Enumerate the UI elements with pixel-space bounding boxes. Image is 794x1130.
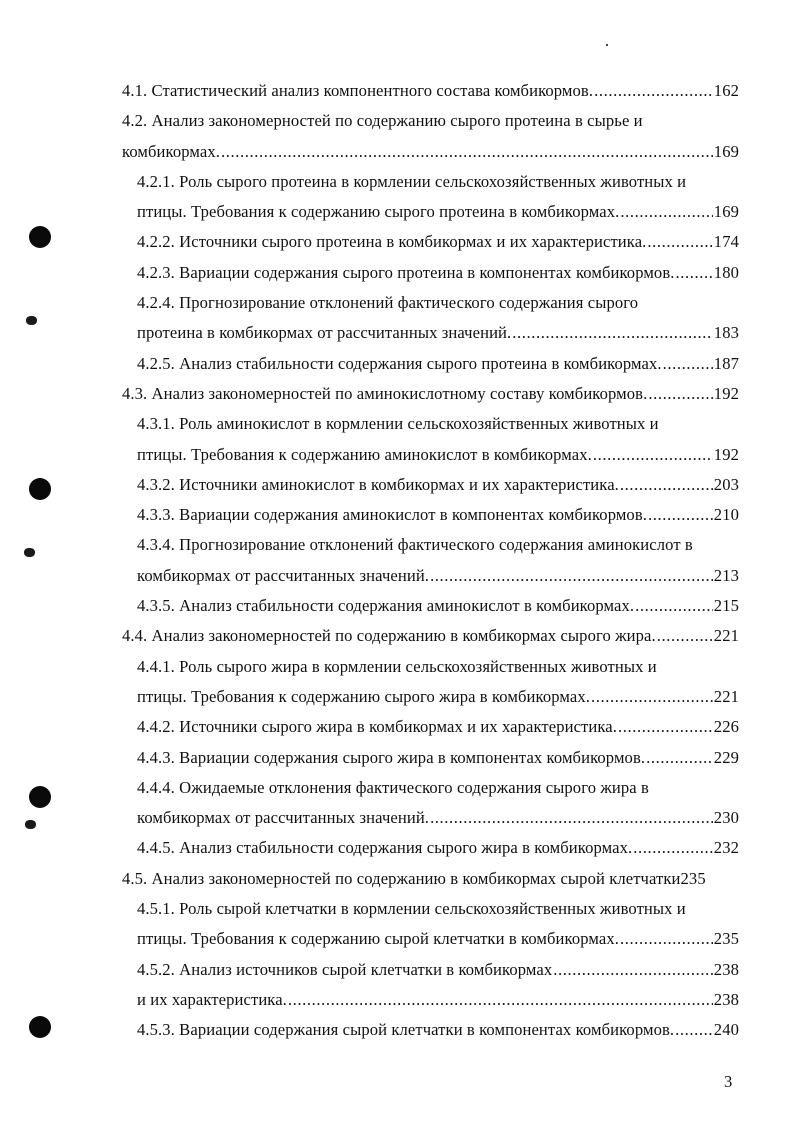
scan-mark — [606, 44, 608, 46]
toc-entry[interactable]: 4.2. Анализ закономерностей по содержанию сырого протеина в сырье и — [122, 111, 643, 131]
toc-subentry[interactable]: 4.4.2. Источники сырого жира в комбикормах и их характеристика. ..... 226 — [122, 712, 739, 742]
toc-subentry[interactable]: 4.5.3. Вариации содержания сырой клетчатки в компонентах комбикормов. ..... 240 — [122, 1015, 739, 1045]
toc-entry[interactable]: 4.3. Анализ закономерностей по аминокислотному составу комбикормов. ..... 192 — [122, 379, 739, 409]
toc-entry[interactable]: 4.5. Анализ закономерностей по содержанию в комбикормах сырой клетчатки 235 — [122, 868, 706, 888]
toc-subentry[interactable]: 4.3.3. Вариации содержания аминокислот в компонентах комбикормов. ..... 210 — [122, 500, 739, 530]
toc-subentry[interactable]: 4.2.3. Вариации содержания сырого протеина в компонентах комбикормов. ..... 180 — [122, 258, 739, 288]
toc-subentry[interactable]: 4.5.1. Роль сырой клетчатки в кормлении сельскохозяйственных животных и — [137, 899, 686, 919]
toc-subentry[interactable]: 4.2.4. Прогнозирование отклонений фактического содержания сырого — [137, 293, 639, 313]
binder-hole — [29, 786, 51, 808]
toc-subentry[interactable]: 4.3.4. Прогнозирование отклонений фактического содержания аминокислот в — [137, 535, 693, 555]
binder-hole — [29, 226, 51, 248]
toc-entry[interactable]: 4.4. Анализ закономерностей по содержанию в комбикормах сырого жира. ..... 221 — [122, 621, 739, 651]
toc-subentry[interactable]: 4.4.4. Ожидаемые отклонения фактического содержания сырого жира в — [137, 777, 649, 797]
toc-entry-continuation[interactable]: комбикормах. ..... 169 — [122, 137, 739, 167]
toc-subentry[interactable]: 4.4.1. Роль сырого жира в кормлении сельскохозяйственных животных и — [137, 656, 657, 676]
table-of-contents — [122, 76, 739, 1046]
toc-subentry[interactable]: 4.3.2. Источники аминокислот в комбикормах и их характеристика. ..... 203 — [122, 470, 739, 500]
scan-speck — [25, 820, 36, 829]
toc-subentry[interactable]: 4.3.5. Анализ стабильности содержания аминокислот в комбикормах. ..... 215 — [122, 591, 739, 621]
toc-subentry-continuation[interactable]: комбикормах от рассчитанных значений. ..... 213 — [122, 561, 739, 591]
toc-subentry-continuation[interactable]: птицы. Требования к содержанию сырого протеина в комбикормах. ..... 169 — [122, 197, 739, 227]
page-number: 3 — [724, 1072, 733, 1091]
toc-subentry-continuation[interactable]: птицы. Требования к содержанию аминокислот в комбикормах. ..... 192 — [122, 440, 739, 470]
toc-subentry-continuation[interactable]: птицы. Требования к содержанию сырой клетчатки в комбикормах. ..... 235 — [122, 924, 739, 954]
toc-subentry-continuation[interactable]: комбикормах от рассчитанных значений. ..... 230 — [122, 803, 739, 833]
binder-hole — [29, 478, 51, 500]
toc-subentry-continuation[interactable]: и их характеристика. ..... 238 — [122, 985, 739, 1015]
toc-subentry[interactable]: 4.2.1. Роль сырого протеина в кормлении сельскохозяйственных животных и — [137, 171, 687, 191]
scan-speck — [24, 548, 35, 557]
toc-subentry[interactable]: 4.5.2. Анализ источников сырой клетчатки в комбикормах ..... 238 — [122, 955, 739, 985]
toc-subentry[interactable]: 4.2.5. Анализ стабильности содержания сырого протеина в комбикормах. ..... 187 — [122, 349, 739, 379]
toc-subentry[interactable]: 4.3.1. Роль аминокислот в кормлении сельскохозяйственных животных и — [137, 414, 659, 434]
toc-subentry[interactable]: 4.4.3. Вариации содержания сырого жира в компонентах комбикормов. ..... 229 — [122, 743, 739, 773]
toc-subentry-continuation[interactable]: протеина в комбикормах от рассчитанных значений. ..... 183 — [122, 318, 739, 348]
toc-subentry[interactable]: 4.2.2. Источники сырого протеина в комбикормах и их характеристика. ..... 174 — [122, 227, 739, 257]
toc-subentry-continuation[interactable]: птицы. Требования к содержанию сырого жира в комбикормах. ..... 221 — [122, 682, 739, 712]
binder-hole — [29, 1016, 51, 1038]
toc-subentry[interactable]: 4.4.5. Анализ стабильности содержания сырого жира в комбикормах. ..... 232 — [122, 833, 739, 863]
toc-entry[interactable]: 4.1. Статистический анализ компонентного состава комбикормов. ..... 162 — [122, 76, 739, 106]
scan-speck — [26, 316, 37, 325]
